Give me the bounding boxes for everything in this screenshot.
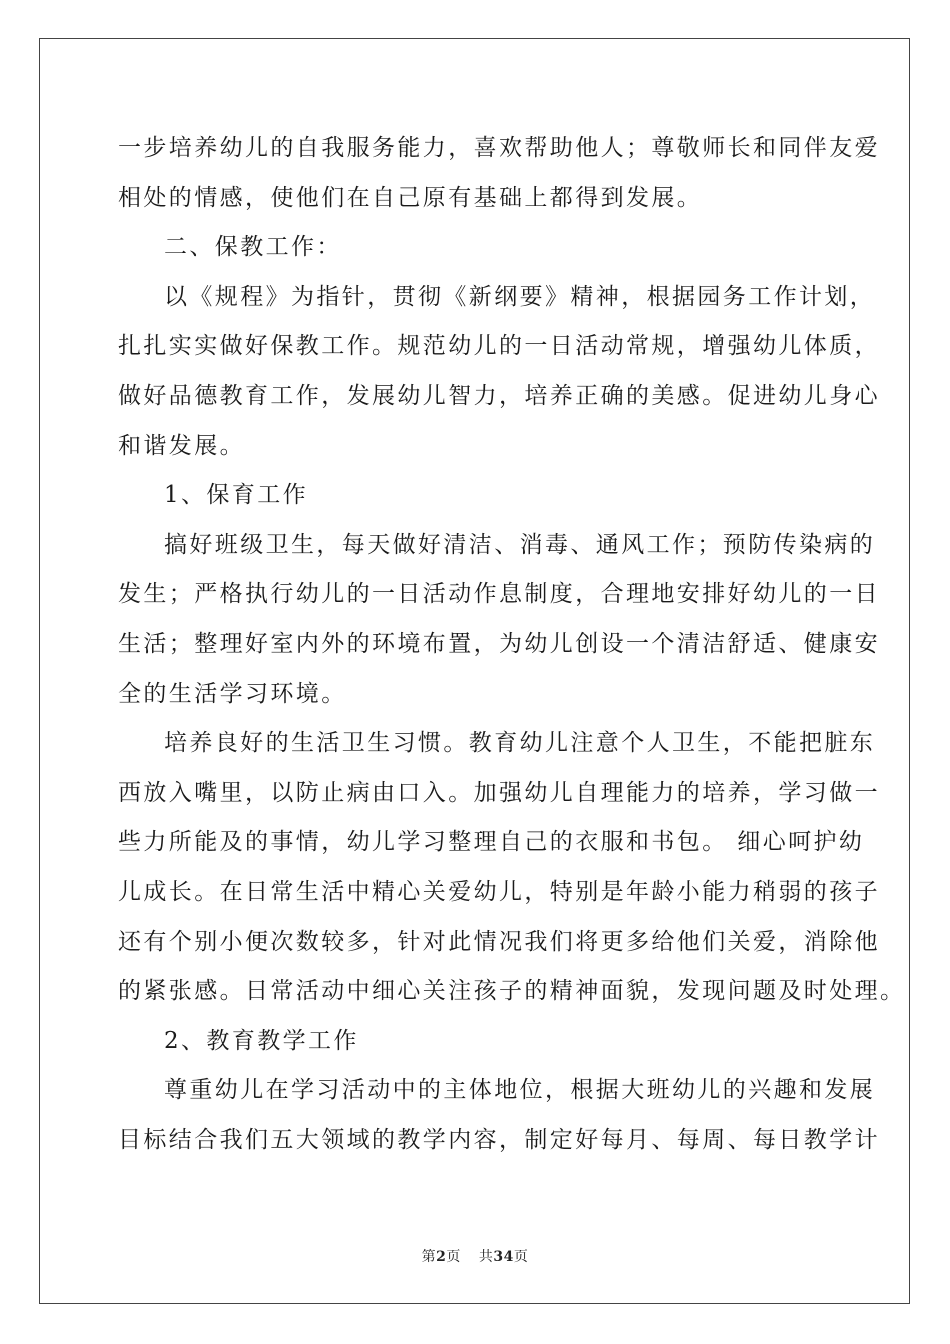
- total-suffix: 页: [513, 1249, 529, 1265]
- text-line: 全的生活学习环境。: [118, 680, 347, 707]
- text-line: 儿成长。在日常生活中精心关爱幼儿，特别是年龄小能力稍弱的孩子: [118, 878, 880, 905]
- page-suffix: 页: [446, 1249, 461, 1265]
- section-heading: 二、保教工作：: [164, 234, 342, 261]
- text-line: 生活；整理好室内外的环境布置，为幼儿创设一个清洁舒适、健康安: [118, 630, 880, 657]
- document-body: [118, 124, 906, 1165]
- text-line: 目标结合我们五大领域的教学内容，制定好每月、每周、每日教学计: [118, 1126, 880, 1153]
- text-line: 的紧张感。日常活动中细心关注孩子的精神面貌，发现问题及时处理。: [118, 978, 906, 1005]
- subsection-heading: 1、保育工作: [164, 482, 309, 509]
- page-footer: [0, 1246, 950, 1266]
- text-line: 相处的情感，使他们在自己原有基础上都得到发展。: [118, 184, 703, 211]
- text-line: 做好品德教育工作，发展幼儿智力，培养正确的美感。促进幼儿身心: [118, 382, 880, 409]
- subsection-heading: 2、教育教学工作: [164, 1027, 359, 1054]
- text-line: 扎扎实实做好保教工作。规范幼儿的一日活动常规，增强幼儿体质，: [118, 333, 880, 360]
- text-line: 西放入嘴里，以防止病由口入。加强幼儿自理能力的培养，学习做一: [118, 779, 880, 806]
- text-line: 尊重幼儿在学习活动中的主体地位，根据大班幼儿的兴趣和发展: [164, 1077, 876, 1104]
- text-line: 一步培养幼儿的自我服务能力，喜欢帮助他人；尊敬师长和同伴友爱: [118, 135, 880, 161]
- text-line: 发生；严格执行幼儿的一日活动作息制度，合理地安排好幼儿的一日: [118, 581, 880, 608]
- text-line: 以《规程》为指针，贯彻《新纲要》精神，根据园务工作计划，: [164, 283, 876, 310]
- page-number: 2: [436, 1249, 447, 1265]
- total-pages: 34: [493, 1249, 514, 1265]
- total-prefix: 共: [478, 1249, 494, 1265]
- text-line: 搞好班级卫生，每天做好清洁、消毒、通风工作；预防传染病的: [164, 531, 876, 558]
- page-prefix: 第: [421, 1249, 437, 1265]
- text-line: 还有个别小便次数较多，针对此情况我们将更多给他们关爱，消除他: [118, 928, 880, 955]
- text-line: 些力所能及的事情，幼儿学习整理自己的衣服和书包。 细心呵护幼: [118, 829, 865, 856]
- text-line: 和谐发展。: [118, 432, 245, 459]
- text-line: 培养良好的生活卫生习惯。教育幼儿注意个人卫生，不能把脏东: [164, 730, 876, 757]
